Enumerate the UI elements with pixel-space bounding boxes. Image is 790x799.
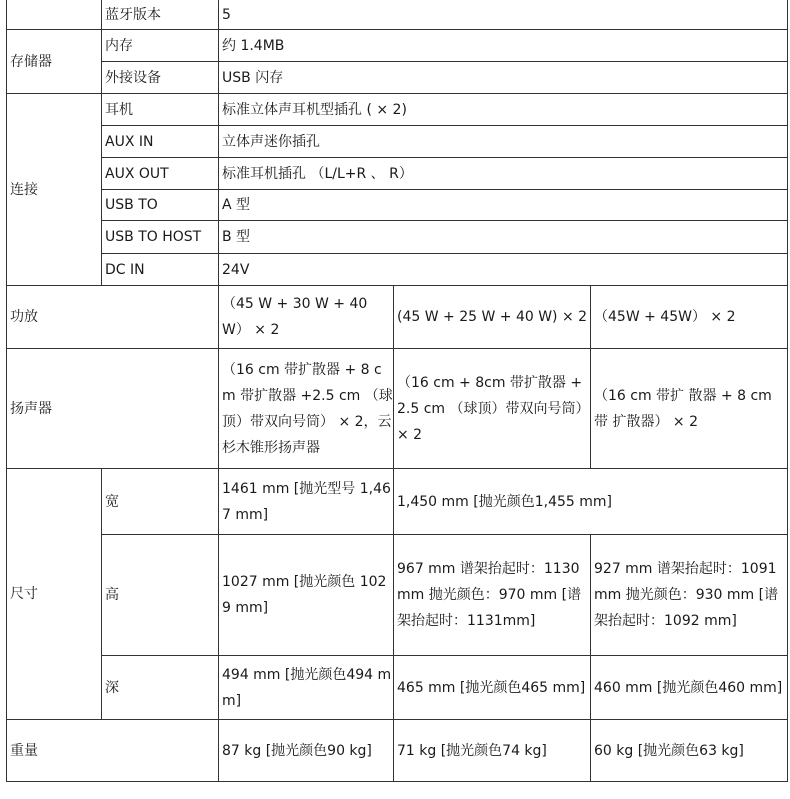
depth-col1: 494 mm [抛光颜色494 mm] [219,656,394,720]
weight-col1: 87 kg [抛光颜色90 kg] [219,720,394,782]
row-depth [7,656,788,720]
value-external: USB 闪存 [219,62,788,94]
label-width: 宽 [102,469,219,535]
row-headphone [7,94,788,126]
width-col1: 1461 mm [抛光型号 1,467 mm] [219,469,394,535]
row-usb-to [7,190,788,221]
row-bluetooth [7,0,788,30]
label-headphone: 耳机 [102,94,219,126]
category-storage: 存储器 [7,30,102,94]
amplifier-col3: （45W + 45W） × 2 [591,286,788,349]
value-aux-in: 立体声迷你插孔 [219,126,788,158]
row-height [7,535,788,656]
height-col3: 927 mm 谱架抬起时：1091 mm 抛光颜色：930 mm [谱架抬起时：1092 mm] [591,535,788,656]
width-col23: 1,450 mm [抛光颜色1,455 mm] [394,469,788,535]
value-dc-in: 24V [219,254,788,286]
height-col2: 967 mm 谱架抬起时：1130 mm 抛光颜色：970 mm [谱架抬起时：1131mm] [394,535,591,656]
category-cell-empty [7,0,102,30]
label-aux-in: AUX IN [102,126,219,158]
weight-col2: 71 kg [抛光颜色74 kg] [394,720,591,782]
row-aux-out [7,158,788,190]
row-weight [7,720,788,782]
row-dc-in [7,254,788,286]
row-speaker [7,349,788,469]
label-memory: 内存 [102,30,219,62]
amplifier-col1: （45 W + 30 W + 40 W） × 2 [219,286,394,349]
label-weight: 重量 [7,720,219,782]
row-external [7,62,788,94]
weight-col3: 60 kg [抛光颜色63 kg] [591,720,788,782]
amplifier-col2: (45 W + 25 W + 40 W) × 2 [394,286,591,349]
speaker-col2: （16 cm + 8cm 带扩散器 +2.5 cm （球顶）带双向号筒） × 2 [394,349,591,469]
label-bluetooth: 蓝牙版本 [102,0,219,30]
height-col1: 1027 mm [抛光颜色 1029 mm] [219,535,394,656]
row-memory [7,30,788,62]
label-depth: 深 [102,656,219,720]
depth-col2: 465 mm [抛光颜色465 mm] [394,656,591,720]
speaker-col3: （16 cm 带扩 散器 + 8 cm 带 扩散器） × 2 [591,349,788,469]
value-memory: 约 1.4MB [219,30,788,62]
label-aux-out: AUX OUT [102,158,219,190]
depth-col3: 460 mm [抛光颜色460 mm] [591,656,788,720]
value-headphone: 标准立体声耳机型插孔 ( × 2) [219,94,788,126]
spec-table [6,0,788,782]
label-dc-in: DC IN [102,254,219,286]
value-usb-to: A 型 [219,190,788,221]
label-usb-to: USB TO [102,190,219,221]
label-height: 高 [102,535,219,656]
category-dimensions: 尺寸 [7,469,102,720]
row-usb-to-host [7,221,788,254]
row-width [7,469,788,535]
value-aux-out: 标准耳机插孔 （L/L+R 、 R） [219,158,788,190]
row-aux-in [7,126,788,158]
category-connection: 连接 [7,94,102,286]
value-bluetooth: 5 [219,0,788,30]
label-external: 外接设备 [102,62,219,94]
value-usb-to-host: B 型 [219,221,788,254]
row-amplifier [7,286,788,349]
label-usb-to-host: USB TO HOST [102,221,219,254]
speaker-col1: （16 cm 带扩散器 + 8 cm 带扩散器 +2.5 cm （球顶）带双向号筒） × 2，云杉木锥形扬声器 [219,349,394,469]
label-amplifier: 功放 [7,286,219,349]
label-speaker: 扬声器 [7,349,219,469]
